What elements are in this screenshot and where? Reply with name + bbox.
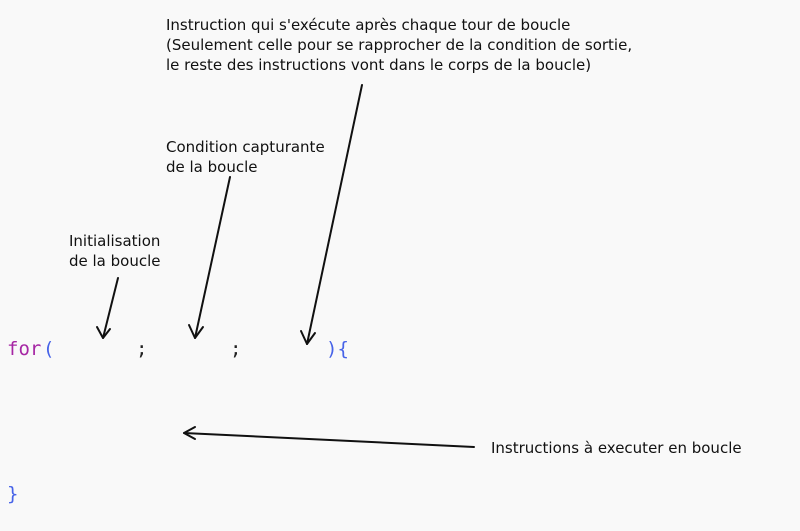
loop-body-arrow [184, 427, 474, 447]
close-paren-open-brace: ){ [326, 338, 349, 360]
for-keyword: for [7, 338, 42, 360]
loop-body-annotation: Instructions à executer en boucle [491, 439, 742, 457]
iteration-arrow [301, 85, 362, 344]
second-semicolon: ; [230, 338, 242, 360]
first-semicolon: ; [136, 338, 148, 360]
condition-annotation: Condition capturante de la boucle [166, 138, 325, 176]
initialisation-arrow [97, 278, 118, 338]
initialisation-annotation: Initialisation de la boucle [69, 232, 161, 270]
condition-arrow [189, 177, 230, 338]
open-paren: ( [43, 338, 55, 360]
closing-brace: } [7, 483, 19, 505]
iteration-annotation: Instruction qui s'exécute après chaque tour de boucle (Seulement celle pour se rapprocher de la condition de sortie, le reste des instructions vont dans le corps de la boucle) [166, 16, 633, 74]
